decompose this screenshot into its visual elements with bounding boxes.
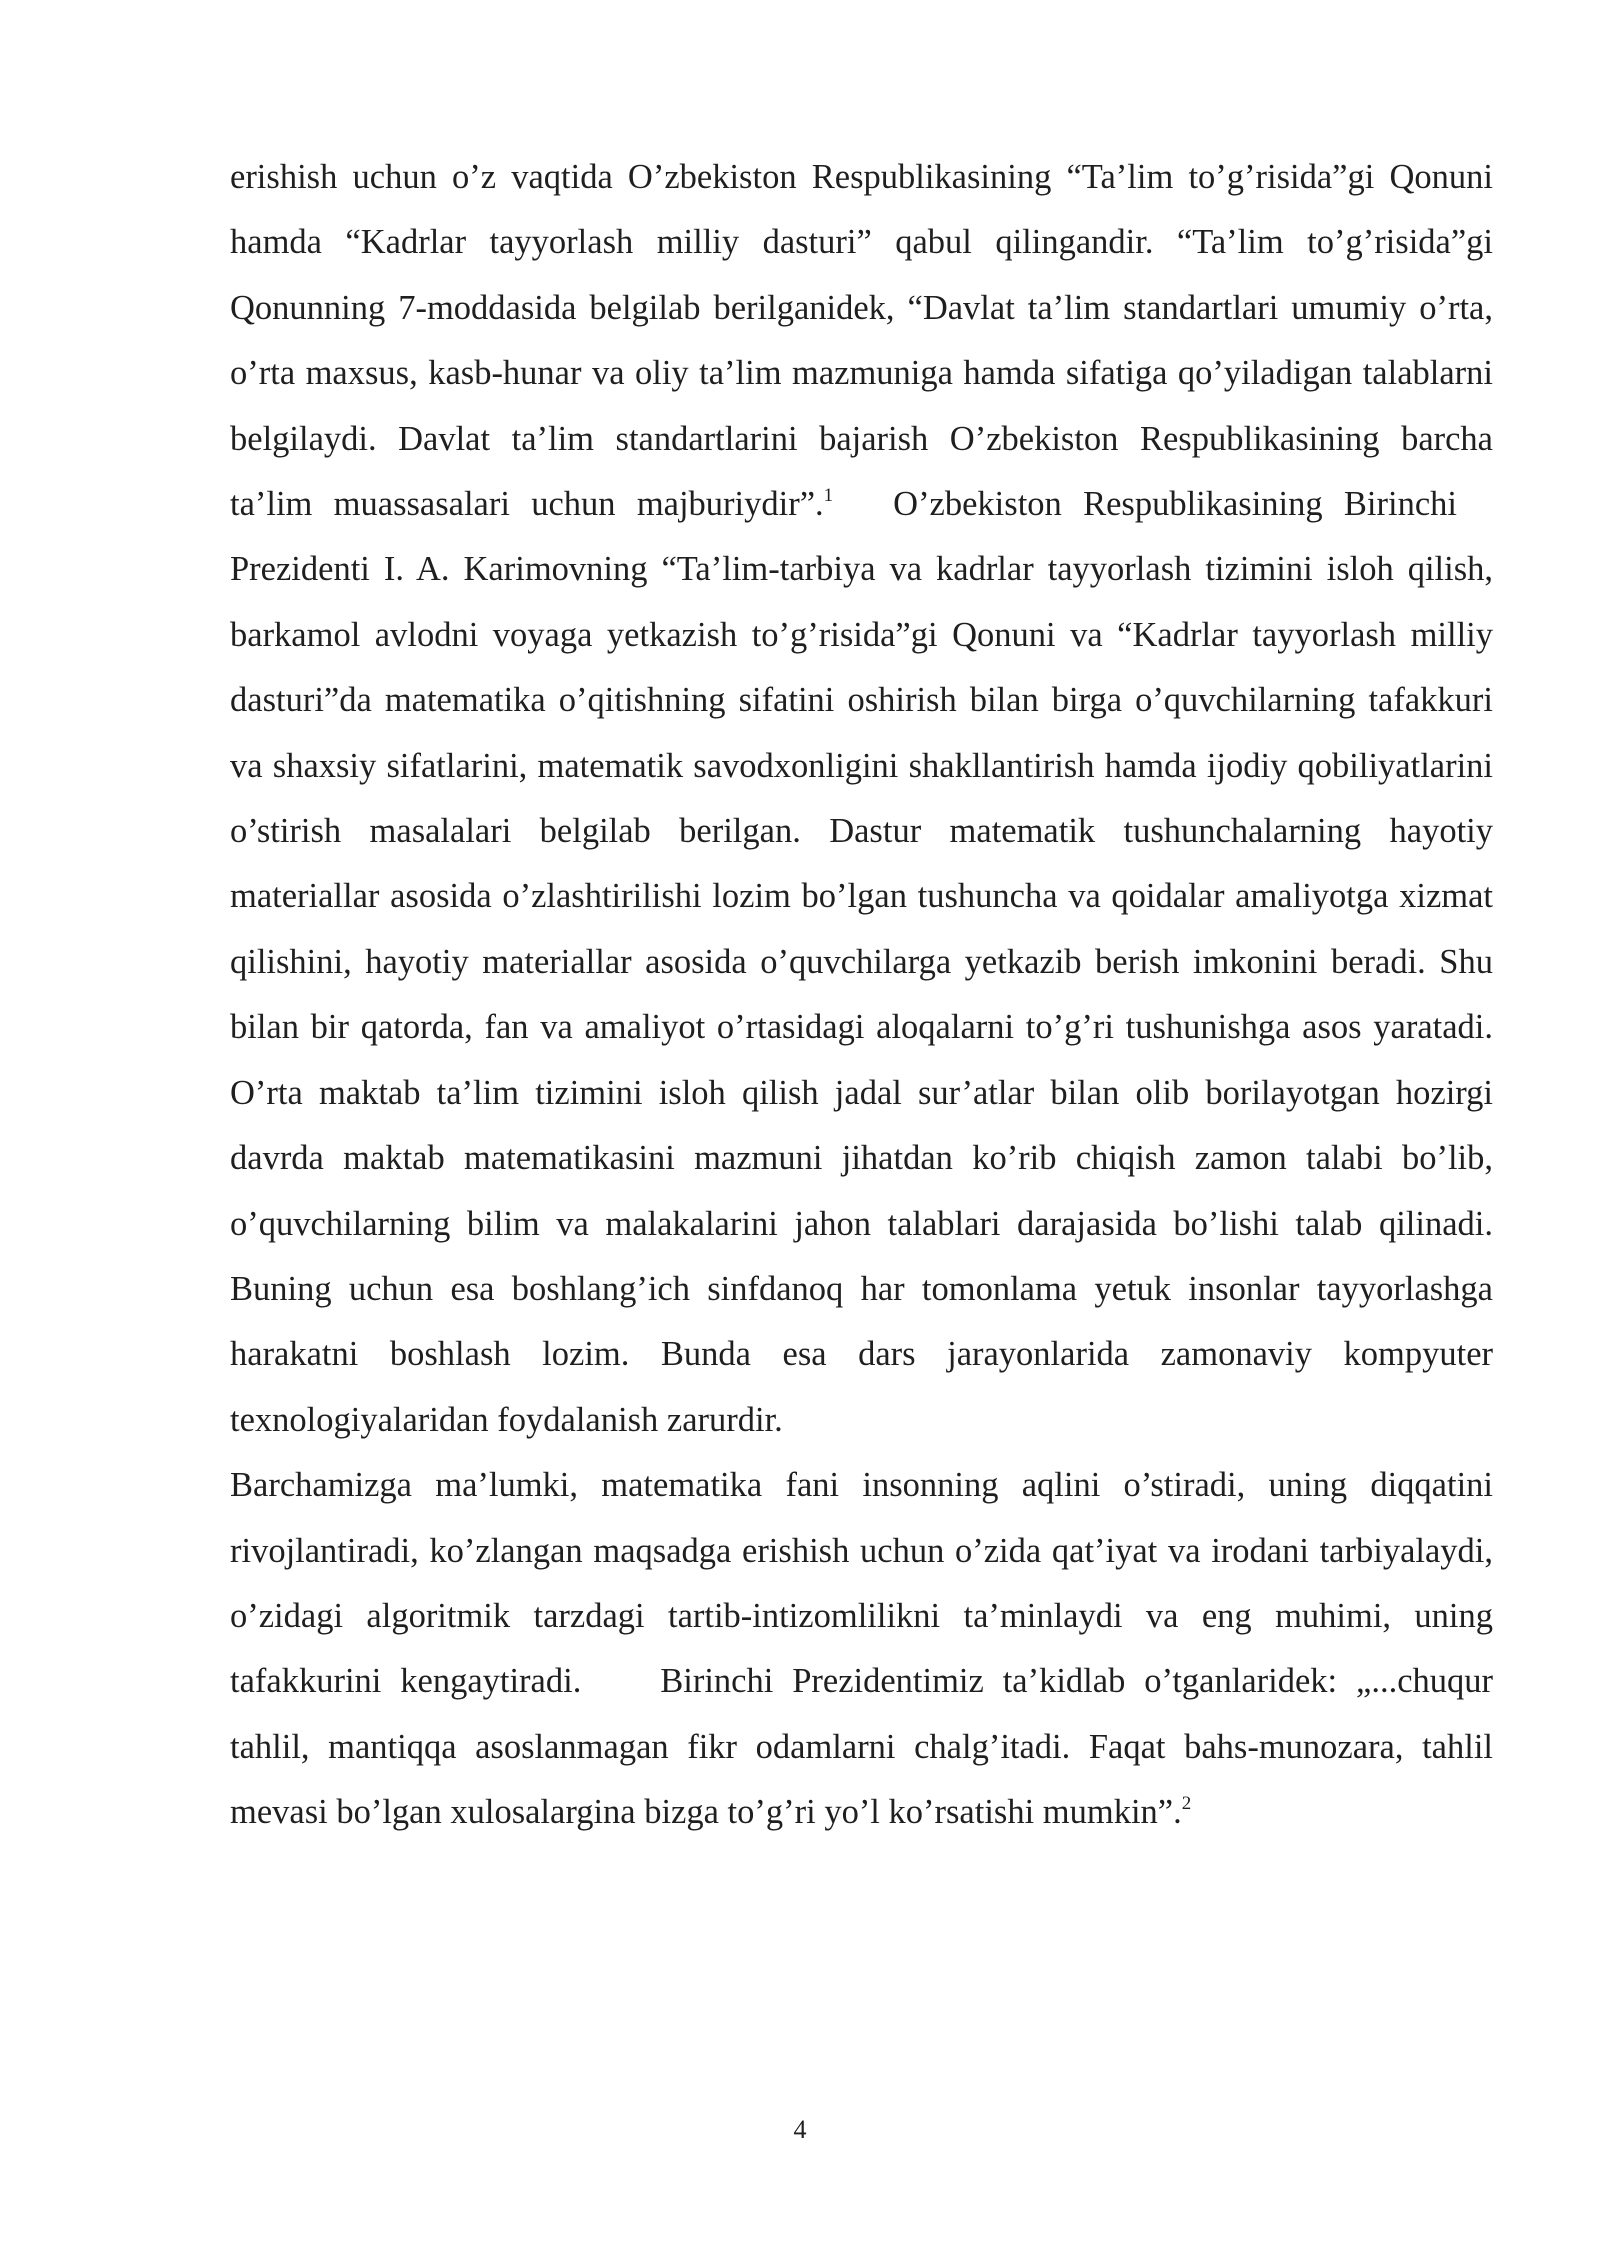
body-text — [230, 145, 1493, 1846]
paragraph-1-text-b: O’zbekiston Respublikasining Birinchi — [893, 485, 1457, 524]
page-number: 4 — [793, 2115, 807, 2144]
footnote-ref-1[interactable]: 1 — [823, 484, 834, 506]
footnote-ref-2[interactable]: 2 — [1181, 1792, 1192, 1814]
paragraph-1-text-c: Prezidenti I. A. Karimovning “Ta’lim-tarbiya va kadrlar tayyorlash tizimini isloh qilish, barkamol avlodni voyaga yetkazish to’g’risida”gi Qonuni va “Kadrlar tayyorlash milliy dasturi”da matematika o’qitishning sifatini oshirish bilan birga o’quvchilarning tafakkuri va shaxsiy sifatlarini, matematik savodxonligini shakllantirish hamda ijodiy qobiliyatlarini o’stirish masalalari belgilab berilgan. Dastur matematik tushunchalarning hayotiy materiallar asosida o’zlashtirilishi lozim bo’lgan tushuncha va qoidalar amaliyotga xizmat qilishini, hayotiy materiallar asosida o’quvchilarga yetkazib berish imkonini beradi. Shu bilan bir qatorda, fan va amaliyot o’rtasidagi aloqalarni to’g’ri tushunishga asos yaratadi. O’rta maktab ta’lim tizimini isloh qilish jadal sur’atlar bilan olib borilayotgan hozirgi davrda maktab matematikasini mazmuni jihatdan ko’rib chiqish zamon talabi bo’lib, o’quvchilarning bilim va malakalarini jahon talablari darajasida bo’lishi talab qilinadi. Buning uchun esa boshlang’ich sinfdanoq har tomonlama yetuk insonlar tayyorlashga harakatni boshlash lozim. Bunda esa dars jarayonlarida zamonaviy kompyuter texnologiyalaridan foydalanish zarurdir. — [230, 550, 1493, 1439]
paragraph-2 — [230, 1453, 1493, 1845]
paragraph-2-text-a: Barchamizga ma’lumki, matematika fani insonning aqlini o’stiradi, uning diqqatini rivojlantiradi, ko’zlangan maqsadga erishish uchun o’zida qat’iyat va irodani tarbiyalaydi, o’zidagi algoritmik tarzdagi tartib-intizomlilikni ta’minlaydi va eng muhimi, uning tafakkurini kengaytiradi. — [230, 1466, 1493, 1701]
paragraph-1 — [230, 145, 1493, 1453]
paragraph-1-text-a: erishish uchun o’z vaqtida O’zbekiston Respublikasining “Ta’lim to’g’risida”gi Qonuni hamda “Kadrlar tayyorlash milliy dasturi” qabul qilingandir. “Ta’lim to’g’risida”gi Qonunning 7-moddasida belgilab berilganidek, “Davlat ta’lim standartlari umumiy o’rta, o’rta maxsus, kasb-hunar va oliy ta’lim mazmuniga hamda sifatiga qo’yiladigan talablarni belgilaydi. Davlat ta’lim standartlarini bajarish O’zbekiston Respublikasining barcha ta’lim muassasalari uchun majburiydir”. — [230, 158, 1493, 524]
paragraph-2-text-b: Birinchi Prezidentimiz ta’kidlab o’tganlaridek: „...chuqur tahlil, mantiqqa asoslanmagan fikr odamlarni chalg’itadi. Faqat bahs-munozara, tahlil mevasi bo’lgan xulosalargina bizga to’g’ri yo’l ko’rsatishi mumkin”. — [230, 1662, 1494, 1832]
